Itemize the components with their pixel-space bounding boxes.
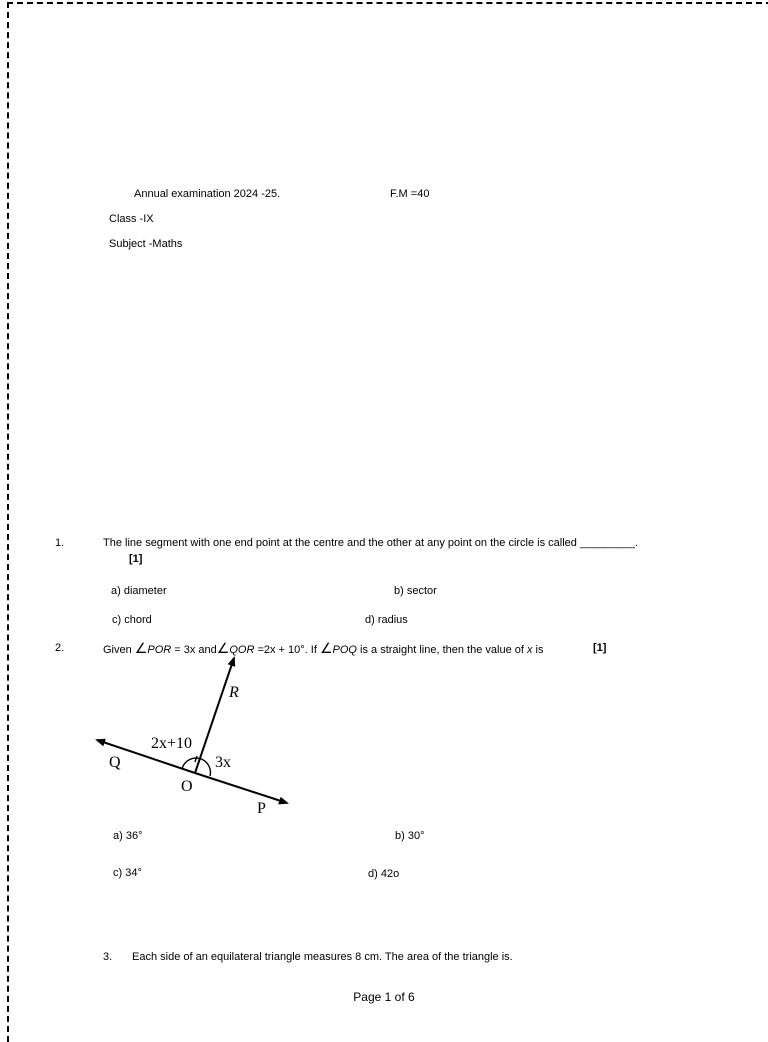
question-1-text: The line segment with one end point at the centre and the other at any point on the circle is called _________. bbox=[103, 537, 639, 549]
question-2-option-c: c) 34° bbox=[113, 867, 142, 879]
label-o: O bbox=[181, 778, 193, 795]
question-1-option-d: d) radius bbox=[365, 614, 408, 626]
subject-label: Subject -Maths bbox=[109, 238, 183, 250]
page-border bbox=[7, 2, 768, 1042]
label-angle-qor: 2x+10 bbox=[151, 735, 193, 752]
question-1-option-b: b) sector bbox=[394, 585, 437, 597]
label-p: P bbox=[257, 800, 266, 817]
angle-diagram bbox=[88, 652, 298, 820]
label-r: R bbox=[229, 684, 239, 701]
question-2-option-b: b) 30° bbox=[395, 830, 425, 842]
question-3-text: Each side of an equilateral triangle measures 8 cm. The area of the triangle is. bbox=[132, 951, 513, 963]
question-2-option-a: a) 36° bbox=[113, 830, 143, 842]
exam-title: Annual examination 2024 -25. bbox=[134, 188, 281, 200]
question-1-option-a: a) diameter bbox=[111, 585, 167, 597]
question-2-marks: [1] bbox=[593, 642, 607, 654]
question-2-number: 2. bbox=[55, 642, 65, 654]
question-1-number: 1. bbox=[55, 537, 65, 549]
question-1-marks: [1] bbox=[129, 553, 143, 565]
class-label: Class -IX bbox=[109, 213, 154, 225]
angle-tick bbox=[195, 756, 197, 762]
question-3-number: 3. bbox=[103, 951, 113, 963]
question-1-option-c: c) chord bbox=[112, 614, 152, 626]
ray-op bbox=[195, 773, 287, 803]
page-number: Page 1 of 6 bbox=[353, 990, 415, 1004]
label-q: Q bbox=[109, 754, 121, 771]
question-2-text: Given ∠POR = 3x and∠QOR =2x + 10°. If ∠POQ is a straight line, then the value of x is bbox=[103, 640, 544, 656]
full-marks: F.M =40 bbox=[390, 188, 430, 200]
label-angle-por: 3x bbox=[215, 754, 231, 771]
question-2-option-d: d) 42o bbox=[368, 868, 400, 880]
